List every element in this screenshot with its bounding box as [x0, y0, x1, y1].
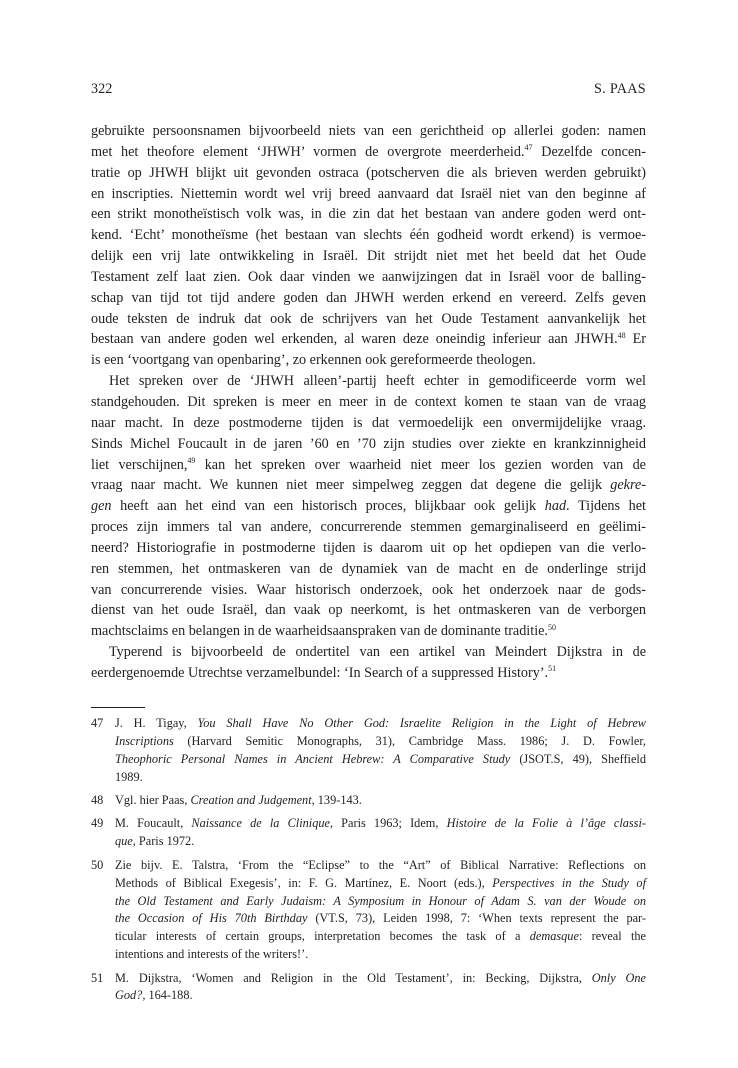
- body-line: Sinds Michel Foucault in de jaren ’60 en ’70 zijn studies over ziekte en krankzinnigheid: [91, 435, 646, 452]
- body-line: eerdergenoemde Utrechtse verzamelbundel: ‘In Search of a suppressed History’.$^{51}$: [91, 664, 557, 681]
- body-line: oude teksten de indruk dat ook de schrijvers van het Oude Testament aanvankelijk het: [91, 310, 646, 327]
- footnote-line: J. H. Tigay, You Shall Have No Other God: Israelite Religion in the Light of Hebrew: [115, 716, 646, 730]
- body-line: en inscripties. Niettemin wordt wel vrij breed aanvaard dat Israël niet van den beginne af: [91, 185, 646, 202]
- running-header: [91, 79, 646, 99]
- body-line: neerd? Historiografie in postmoderne tijden is daarom uit op het opdiepen van die verlo-: [91, 539, 646, 556]
- body-line: een strikt monotheïstisch volk was, in die zin dat het bestaan van andere goden werd ont-: [91, 206, 646, 223]
- body-line: gen heeft aan het eind van een historisch proces, blijkbaar ook gelijk had. Tijdens het: [91, 498, 646, 515]
- footnote-line: Vgl. hier Paas, Creation and Judgement, 139-143.: [115, 793, 362, 808]
- footnote-line: M. Dijkstra, ‘Women and Religion in the Old Testament’, in: Becking, Dijkstra, Only One: [115, 970, 646, 985]
- body-line: schap van tijd tot tijd andere goden dan JHWH werden erkend en vereerd. Zelfs geven: [91, 289, 646, 306]
- body-line: proces zijn immers tal van andere, concurrerende stemmen gemarginaliseerd en geëlimi-: [91, 519, 646, 536]
- body-line: tratie op JHWH blijkt uit gevonden ostraca (potscherven die als brieven werden gebruikt): [91, 164, 646, 181]
- footnote-line: God?, 164-188.: [115, 988, 193, 1003]
- body-line: is een ‘voortgang van openbaring’, zo erkennen ook gereformeerde theologen.: [91, 352, 536, 369]
- footnote-number: 51: [91, 970, 104, 985]
- footnote-number: 47: [91, 716, 104, 730]
- footnote-50: [91, 857, 646, 964]
- body-line: kend. ‘Echt’ monotheïsme (het bestaan van slechts één godheid wordt erkend) is vermoe-: [91, 227, 646, 244]
- footnote-line: Methods of Biblical Exegesis’, in: F. G. Martínez, E. Noort (eds.), Perspectives in the Study of: [115, 875, 646, 890]
- body-text: [91, 121, 646, 684]
- footnote-line: M. Foucault, Naissance de la Clinique, Paris 1963; Idem, Histoire de la Folie à l’âge classi-: [115, 816, 646, 831]
- body-line: vraag naar macht. We kunnen niet meer simpelweg zeggen dat degene die gelijk gekre-: [91, 477, 646, 494]
- footnote-51: [91, 970, 646, 1006]
- body-line: Typerend is bijvoorbeeld de ondertitel van een artikel van Meindert Dijkstra in de: [109, 644, 646, 661]
- footnote-line: Inscriptions (Harvard Semitic Monographs, 31), Cambridge Mass. 1986; J. D. Fowler,: [115, 733, 646, 748]
- footnote-48: [91, 792, 646, 810]
- page-number: 322: [91, 81, 113, 97]
- footnote-49: [91, 815, 646, 851]
- body-line: ren stemmen, het ontmaskeren van de dynamiek van de macht en de onderlinge strijd: [91, 560, 646, 577]
- footnote-line: intentions and interests of the writers!’.: [115, 947, 309, 962]
- footnote-line: Theophoric Personal Names in Ancient Hebrew: A Comparative Study (JSOT.S, 49), Sheffield: [115, 751, 646, 766]
- body-line: gebruikte persoonsnamen bijvoorbeeld niets van een gerichtheid op allerlei goden: namen: [91, 123, 646, 139]
- footnote-line: que, Paris 1972.: [115, 834, 195, 849]
- footnote-line: 1989.: [115, 769, 143, 784]
- footnote-line: the Old Testament and Early Judaism: A Symposium in Honour of Adam S. van der Woude on: [115, 893, 646, 908]
- footnote-47: [91, 715, 646, 787]
- body-line: standgehouden. Dit spreken is meer en meer in de context komen te staan van de vraag: [91, 393, 646, 410]
- body-line: bestaan van andere goden wel erkenden, al waren deze oneindig inferieur aan JHWH.$^{48}$ Er: [91, 330, 646, 348]
- body-line: Het spreken over de ‘JHWH alleen’-partij heeft echter in gemodificeerde vorm wel: [109, 373, 646, 390]
- footnote-number: 48: [91, 793, 104, 808]
- footnote-line: the Occasion of His 70th Birthday (VT.S, 73), Leiden 1998, 7: ‘When texts represent the par-: [115, 911, 646, 926]
- body-line: liet verschijnen,$^{49}$ kan het spreken over waarheid niet meer los gezien worden van de: [91, 456, 646, 473]
- footnote-number: 49: [91, 816, 104, 831]
- footnote-line: Zie bijv. E. Talstra, ‘From the “Eclipse” to the “Art” of Biblical Narrative: Reflections on: [115, 857, 646, 872]
- footnote-number: 50: [91, 857, 104, 872]
- body-line: naar macht. In deze postmoderne tijden is dat vermoedelijk een onvermijdelijke vraag.: [91, 414, 646, 431]
- footnote-line: ticular interests of certain groups, interpretation becomes the task of a demasque: reveal the: [115, 929, 646, 944]
- footnote-separator: [91, 707, 145, 708]
- body-line: Testament zelf laat zien. Ook daar vinden we aanwijzingen dat in Israël voor de balling-: [91, 268, 646, 285]
- footnotes: [91, 715, 646, 1011]
- running-head-author: S. PAAS: [593, 81, 646, 97]
- body-line: dienst van het oude Israël, dan vaak op neerkomt, is het ontmaskeren van de verborgen: [91, 602, 646, 619]
- body-line: met het theofore element ‘JHWH’ vormen de overgrote meerderheid.$^{47}$ Dezelfde concen-: [91, 143, 647, 160]
- body-line: machtsclaims en belangen in de waarheidsaanspraken van de dominante traditie.$^{50}$: [91, 622, 556, 640]
- body-line: van concurrerende visies. Waar historisch onderzoek, ook het onderzoek naar de gods-: [91, 581, 646, 598]
- body-line: delijk een vrij late ontwikkeling in Israël. Dit strijdt niet met het beeld dat het Oude: [91, 248, 646, 265]
